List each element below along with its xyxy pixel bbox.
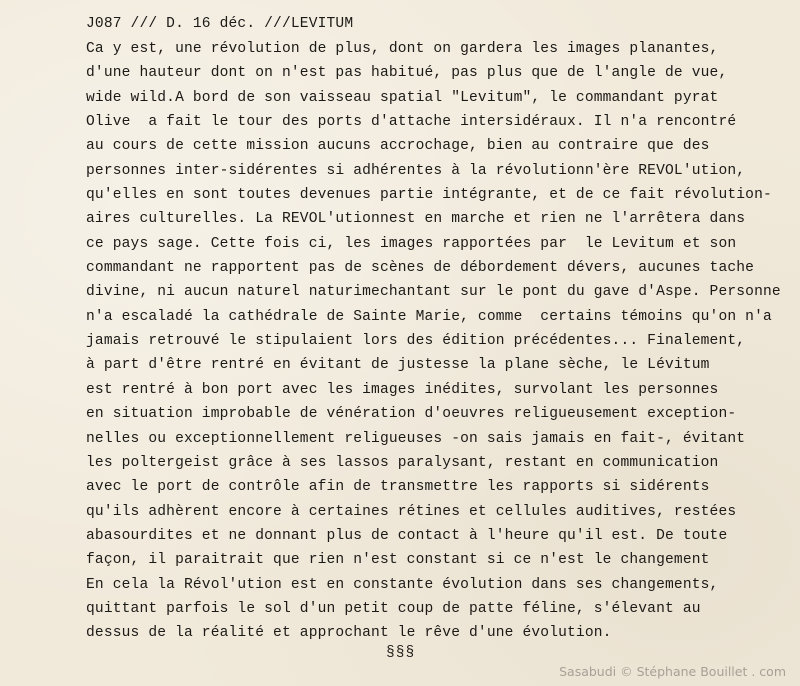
text-line: dessus de la réalité et approchant le rêve d'une évolution. (86, 625, 612, 642)
text-line: qu'ils adhèrent encore à certaines rétines et cellules auditives, restées (86, 503, 737, 520)
text-line: wide wild.A bord de son vaisseau spatial "Levitum", le commandant pyrat (86, 89, 719, 106)
text-line: commandant ne rapportent pas de scènes de débordement dévers, aucunes tache (86, 260, 755, 277)
text-line: Ca y est, une révolution de plus, dont on gardera les images planantes, (86, 41, 719, 57)
document-header: J087 /// D. 16 déc. ///LEVITUM (86, 16, 354, 32)
text-line: nelles ou exceptionnellement religueuses -on sais jamais en fait-, évitant (86, 430, 746, 447)
text-line: ce pays sage. Cette fois ci, les images rapportées par le Levitum et son (86, 235, 737, 252)
copyright-watermark: Sasabudi © Stéphane Bouillet . com (559, 664, 786, 679)
text-line: à part d'être rentré en évitant de justesse la plane sèche, le Lévitum (86, 357, 710, 374)
closing-mark: §§§ (386, 645, 416, 661)
text-line: quittant parfois le sol d'un petit coup de patte féline, s'élevant au (86, 600, 701, 617)
text-line: avec le port de contrôle afin de transmettre les rapports si sidérents (86, 479, 710, 496)
text-line: abasourdites et ne donnant plus de contact à l'heure qu'il est. De toute (86, 527, 728, 544)
typewritten-text-block (86, 13, 781, 646)
text-line: qu'elles en sont toutes devenues partie intégrante, et de ce fait révolution- (86, 187, 772, 204)
text-line: personnes inter-sidérentes si adhérentes à la révolutionn'ère REVOL'ution, (86, 162, 746, 179)
text-line: est rentré à bon port avec les images inédites, survolant les personnes (86, 381, 719, 398)
text-line: au cours de cette mission aucuns accrochage, bien au contraire que des (86, 138, 710, 155)
text-line: jamais retrouvé le stipulaient lors des édition précédentes... Finalement, (86, 333, 746, 350)
text-line: Olive a fait le tour des ports d'attache intersidéraux. Il n'a rencontré (86, 114, 737, 131)
text-line: n'a escaladé la cathédrale de Sainte Marie, comme certains témoins qu'on n'a (86, 308, 772, 325)
text-line: aires culturelles. La REVOL'utionnest en marche et rien ne l'arrêtera dans (86, 211, 746, 228)
text-line: façon, il paraitrait que rien n'est constant si ce n'est le changement (86, 552, 710, 569)
text-line: divine, ni aucun naturel naturimechantant sur le pont du gave d'Aspe. Personne (86, 284, 781, 301)
text-line: en situation improbable de vénération d'oeuvres religueusement exception- (86, 406, 737, 423)
text-line: les poltergeist grâce à ses lassos paralysant, restant en communication (86, 454, 719, 471)
text-line: d'une hauteur dont on n'est pas habitué, pas plus que de l'angle de vue, (86, 65, 728, 82)
document-body (86, 37, 781, 646)
text-line: En cela la Révol'ution est en constante évolution dans ses changements, (86, 576, 719, 593)
